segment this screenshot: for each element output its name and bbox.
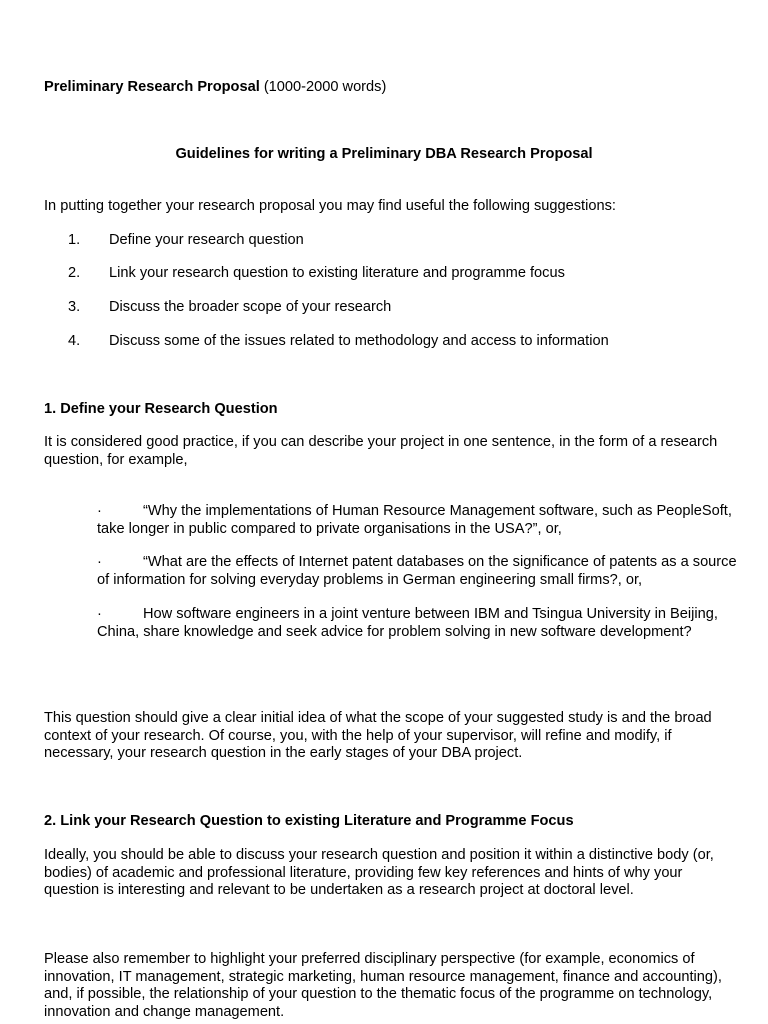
list-item [97,554,737,589]
list-item-text: Discuss the broader scope of your research [109,299,392,315]
intro-paragraph: In putting together your research proposal you may find useful the following suggestions: [44,198,616,214]
bullet-mark: · [97,554,102,570]
list-item-number: 2. [68,265,81,281]
list-item [97,606,737,641]
list-item-text: Define your research question [109,232,304,248]
list-item-number: 1. [68,232,81,248]
list-item-number: 3. [68,299,81,315]
title-word-count: (1000-2000 words) [259,79,387,95]
guidelines-subtitle: Guidelines for writing a Preliminary DBA Research Proposal [175,146,593,162]
list-item [97,503,737,538]
example-question-text: “What are the effects of Internet patent databases on the significance of patents as a source of information for solving everyday problems in German engineering small firms?, or, [97,554,737,588]
bullet-mark: · [97,606,102,622]
section2-paragraph-2: Please also remember to highlight your preferred disciplinary perspective (for example, economics of innovation, IT management, strategic marketing, human resource management, finance and accounting), and, if possible, the relationship of your question to the thematic focus of the programme on technology, innovation and change management. [44,951,722,1020]
list-item-text: Discuss some of the issues related to methodology and access to information [109,333,609,349]
section1-heading: 1. Define your Research Question [44,401,278,417]
example-question-text: How software engineers in a joint venture between IBM and Tsingua University in Beijing, China, share knowledge and seek advice for problem solving in new software development? [97,606,718,640]
example-question-text: “Why the implementations of Human Resource Management software, such as PeopleSoft, take longer in public compared to private organisations in the USA?”, or, [97,503,732,537]
section2-paragraph-1: Ideally, you should be able to discuss your research question and position it within a distinctive body (or, bodies) of academic and professional literature, providing few key references and hints of why your question is interesting and relevant to be undertaken as a research project at doctoral level. [44,847,714,898]
list-item-number: 4. [68,333,81,349]
bullet-mark: · [97,503,102,519]
section2-heading: 2. Link your Research Question to existing Literature and Programme Focus [44,813,574,829]
title-bold: Preliminary Research Proposal [44,79,260,95]
section1-paragraph-2: This question should give a clear initial idea of what the scope of your suggested study is and the broad context of your research. Of course, you, with the help of your supervisor, will refine and modify, if necessary, your research question in the early stages of your DBA project. [44,710,712,761]
list-item-text: Link your research question to existing literature and programme focus [109,265,565,281]
document-title [44,79,734,97]
section1-paragraph-1: It is considered good practice, if you can describe your project in one sentence, in the form of a research question, for example, [44,434,718,468]
